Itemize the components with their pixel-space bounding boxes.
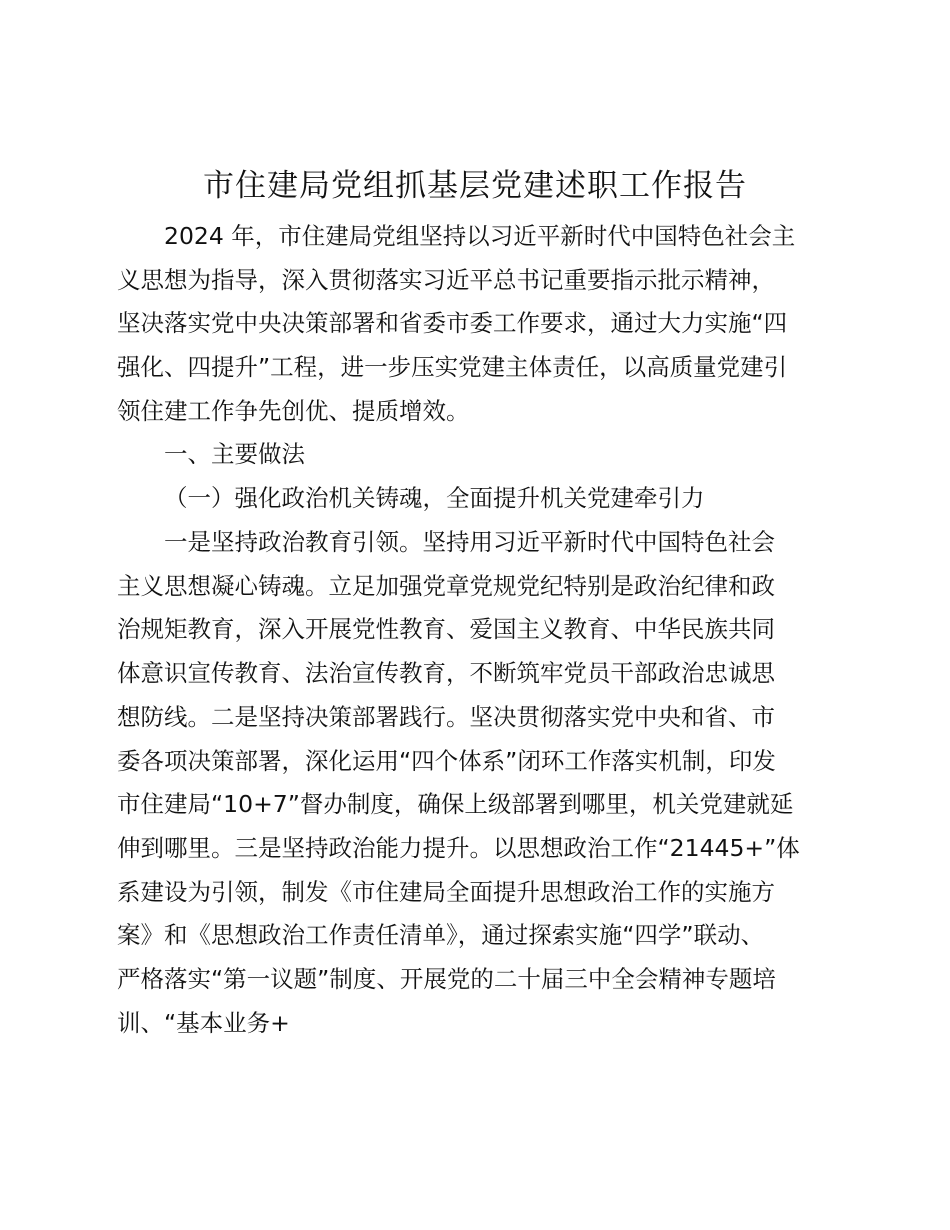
body-line: 治规矩教育，深入开展党性教育、爱国主义教育、中华民族共同 — [117, 615, 775, 644]
intro-line: 坚决落实党中央决策部署和省委市委工作要求，通过大力实施“四 — [117, 309, 788, 338]
section-heading: 一、主要做法 — [164, 440, 305, 468]
intro-line: 强化、四提升”工程，进一步压实党建主体责任，以高质量党建引 — [117, 353, 788, 382]
intro-paragraph — [117, 215, 837, 434]
body-line: 训、“基本业务+ — [117, 1008, 290, 1037]
body-line: 系建设为引领，制发《市住建局全面提升思想政治工作的实施方 — [117, 877, 775, 906]
body-paragraph — [117, 521, 837, 1045]
body-line: 体意识宣传教育、法治宣传教育，不断筑牢党员干部政治忠诚思 — [117, 659, 775, 688]
body-line: 严格落实“第一议题”制度、开展党的二十届三中全会精神专题培 — [117, 965, 776, 994]
body-line: 委各项决策部署，深化运用“四个体系”闭环工作落实机制，印发 — [117, 746, 776, 775]
body-line: 一是坚持政治教育引领。坚持用习近平新时代中国特色社会 — [164, 528, 775, 556]
body-line: 案》和《思想政治工作责任清单》，通过探索实施“四学”联动、 — [117, 921, 765, 950]
body-line: 伸到哪里。三是坚持政治能力提升。以思想政治工作“21445+”体 — [117, 833, 800, 862]
intro-line: 2024 年，市住建局党组坚持以习近平新时代中国特色社会主 — [164, 222, 796, 250]
body-line: 主义思想凝心铸魂。立足加强党章党规党纪特别是政治纪律和政 — [117, 571, 775, 600]
body-line: 想防线。二是坚持决策部署践行。坚决贯彻落实党中央和省、市 — [117, 702, 775, 731]
intro-line: 义思想为指导，深入贯彻落实习近平总书记重要指示批示精神， — [117, 265, 775, 294]
body-line: 市住建局“10+7”督办制度，确保上级部署到哪里，机关党建就延 — [117, 790, 794, 819]
document-title: 市住建局党组抓基层党建述职工作报告 — [203, 168, 747, 204]
subsection-heading: （一）强化政治机关铸魂，全面提升机关党建牵引力 — [164, 484, 705, 512]
intro-line: 领住建工作争先创优、提质增效。 — [117, 396, 470, 425]
